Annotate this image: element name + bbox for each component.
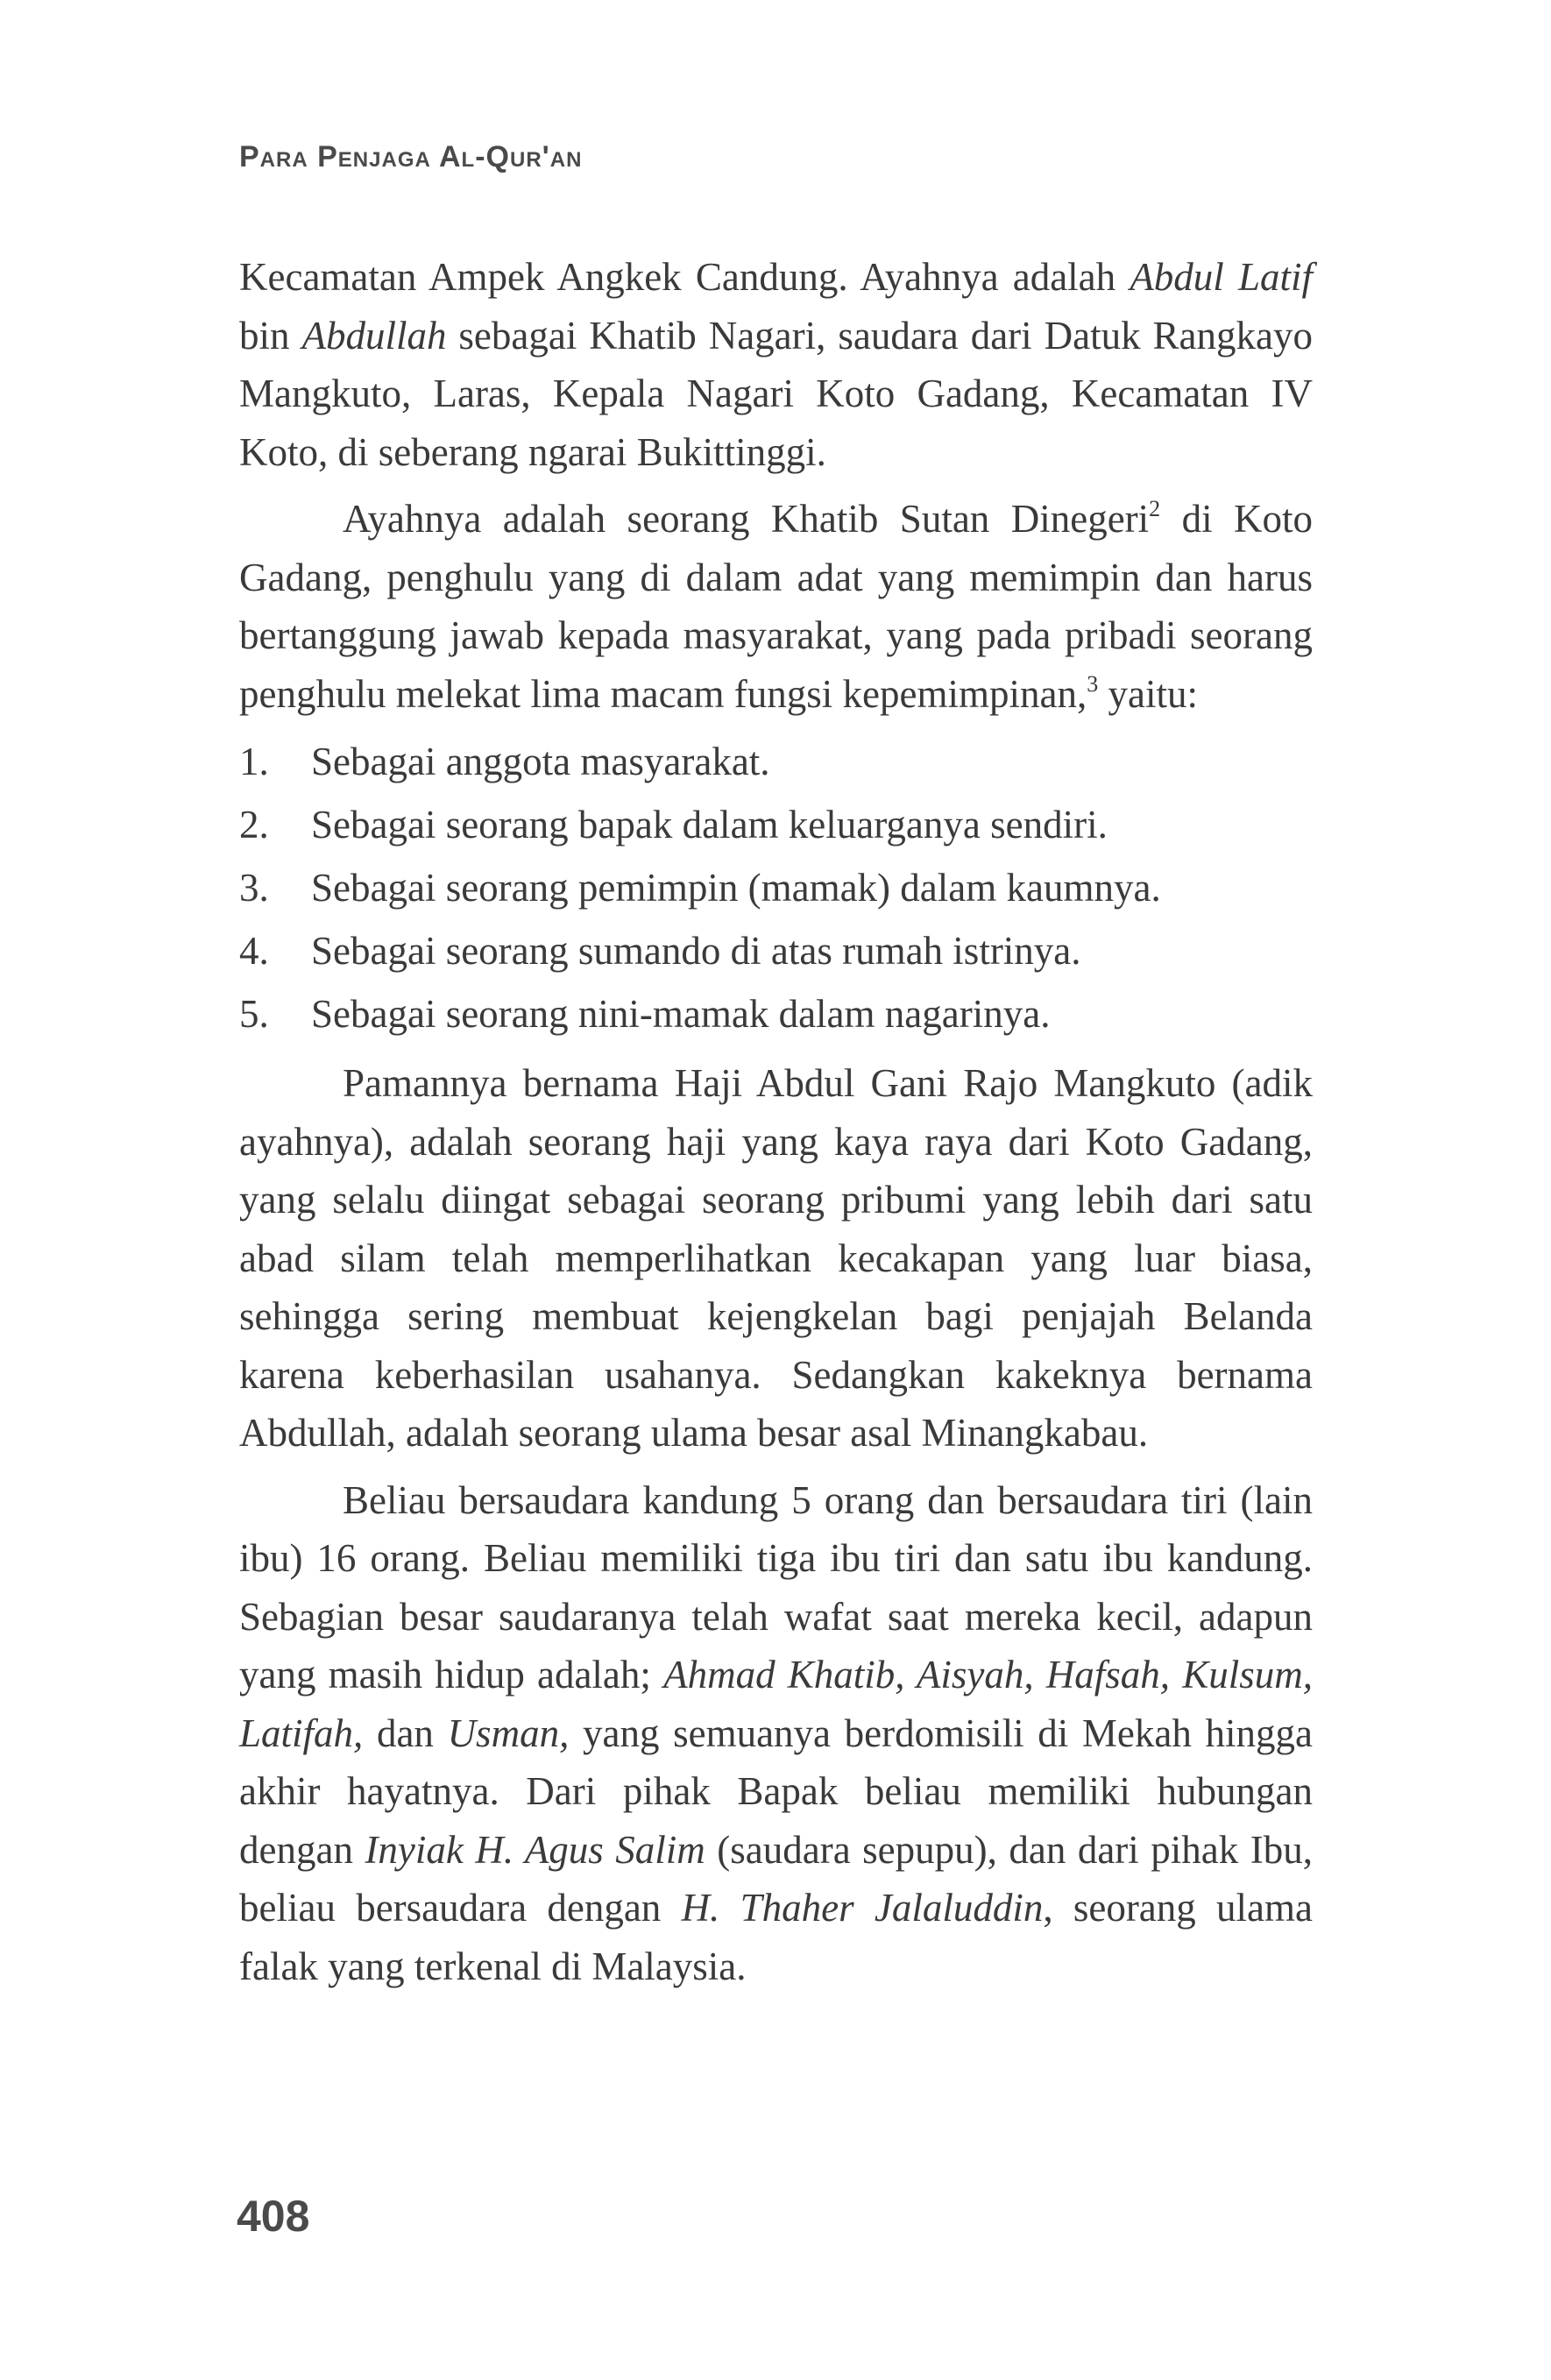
italic-name: Abdullah: [301, 313, 447, 358]
list-text: Sebagai seorang bapak dalam keluarganya sendiri.: [311, 803, 1108, 846]
text-span: Ayahnya adalah seorang Khatib Sutan Dinegeri: [343, 497, 1150, 541]
text-span: Kecamatan Ampek Angkek Candung. Ayahnya adalah: [239, 255, 1130, 299]
footnote-ref[interactable]: 3: [1087, 670, 1099, 697]
list-item: [239, 919, 1313, 982]
list-text: Sebagai seorang nini-mamak dalam nagarinya.: [311, 992, 1051, 1036]
text-span: yaitu:: [1098, 671, 1198, 716]
text-span: , seorang ulama falak yang terkenal di Malaysia.: [239, 1886, 1313, 1988]
list-item: [239, 793, 1313, 856]
italic-name: Abdul Latif: [1130, 255, 1313, 299]
list-number: 2.: [239, 803, 269, 846]
text-span: yang semuanya berdomisili di Mekah hingga akhir hayatnya. Dari pihak Bapak beliau memiliki hubungan dengan: [239, 1711, 1313, 1872]
text-span: Beliau bersaudara kandung 5 orang dan bersaudara tiri (lain ibu) 16 orang. Beliau memiliki tiga ibu tiri dan satu ibu kandung. Sebagian besar saudaranya telah wafat saat mereka kecil, adapun yang masih hidup adalah;: [239, 1477, 1313, 1696]
list-text: Sebagai seorang pemimpin (mamak) dalam kaumnya.: [311, 866, 1161, 910]
list-item: [239, 730, 1313, 793]
text-span: di Koto Gadang, penghulu yang di dalam adat yang memimpin dan harus bertanggung jawab kepada masyarakat, yang pada pribadi seorang penghulu melekat lima macam fungsi kepemimpinan,: [239, 497, 1313, 716]
list-number: 3.: [239, 866, 269, 910]
list-text: Sebagai anggota masyarakat.: [311, 740, 770, 783]
running-head: Para Penjaga Al-Qur'an: [239, 140, 583, 174]
italic-name: Ahmad Khatib, Aisyah, Hafsah, Kulsum, Latifah,: [239, 1653, 1313, 1755]
italic-name: Inyiak H. Agus Salim: [365, 1827, 705, 1872]
leadership-function-list: [239, 730, 1313, 1045]
text-span: (saudara sepupu), dan dari pihak Ibu, beliau bersaudara dengan: [239, 1827, 1313, 1930]
paragraph-4: [239, 1471, 1313, 1996]
page-number: 408: [237, 2192, 310, 2241]
text-span: dan: [363, 1711, 448, 1755]
paragraph-3: Pamannya bernama Haji Abdul Gani Rajo Mangkuto (adik ayahnya), adalah seorang haji yang kaya raya dari Koto Gadang, yang selalu diingat sebagai seorang pribumi yang lebih dari satu abad silam telah memperlihatkan kecakapan yang luar biasa, sehingga sering membuat kejengkelan bagi penjajah Belanda karena keberhasilan usahanya. Sedangkan kakeknya bernama Abdullah, adalah seorang ulama besar asal Minangkabau.: [239, 1061, 1313, 1455]
list-text: Sebagai seorang sumando di atas rumah istrinya.: [311, 929, 1081, 973]
page-body: [239, 248, 1313, 1995]
list-item: [239, 982, 1313, 1045]
list-number: 1.: [239, 740, 269, 783]
text-span: sebagai Khatib Nagari, saudara dari Datuk Rangkayo Mangkuto, Laras, Kepala Nagari Koto Gadang, Kecamatan IV Koto, di seberang ngarai Bukittinggi.: [239, 313, 1313, 474]
list-number: 4.: [239, 929, 269, 973]
italic-name: Usman,: [447, 1711, 570, 1755]
paragraph-2: [239, 490, 1313, 723]
footnote-ref[interactable]: 2: [1149, 496, 1161, 521]
list-number: 5.: [239, 992, 269, 1036]
text-span: bin: [239, 313, 302, 358]
paragraph-1: [239, 248, 1313, 481]
italic-name: H. Thaher Jalaluddin: [681, 1886, 1044, 1930]
list-item: [239, 856, 1313, 919]
